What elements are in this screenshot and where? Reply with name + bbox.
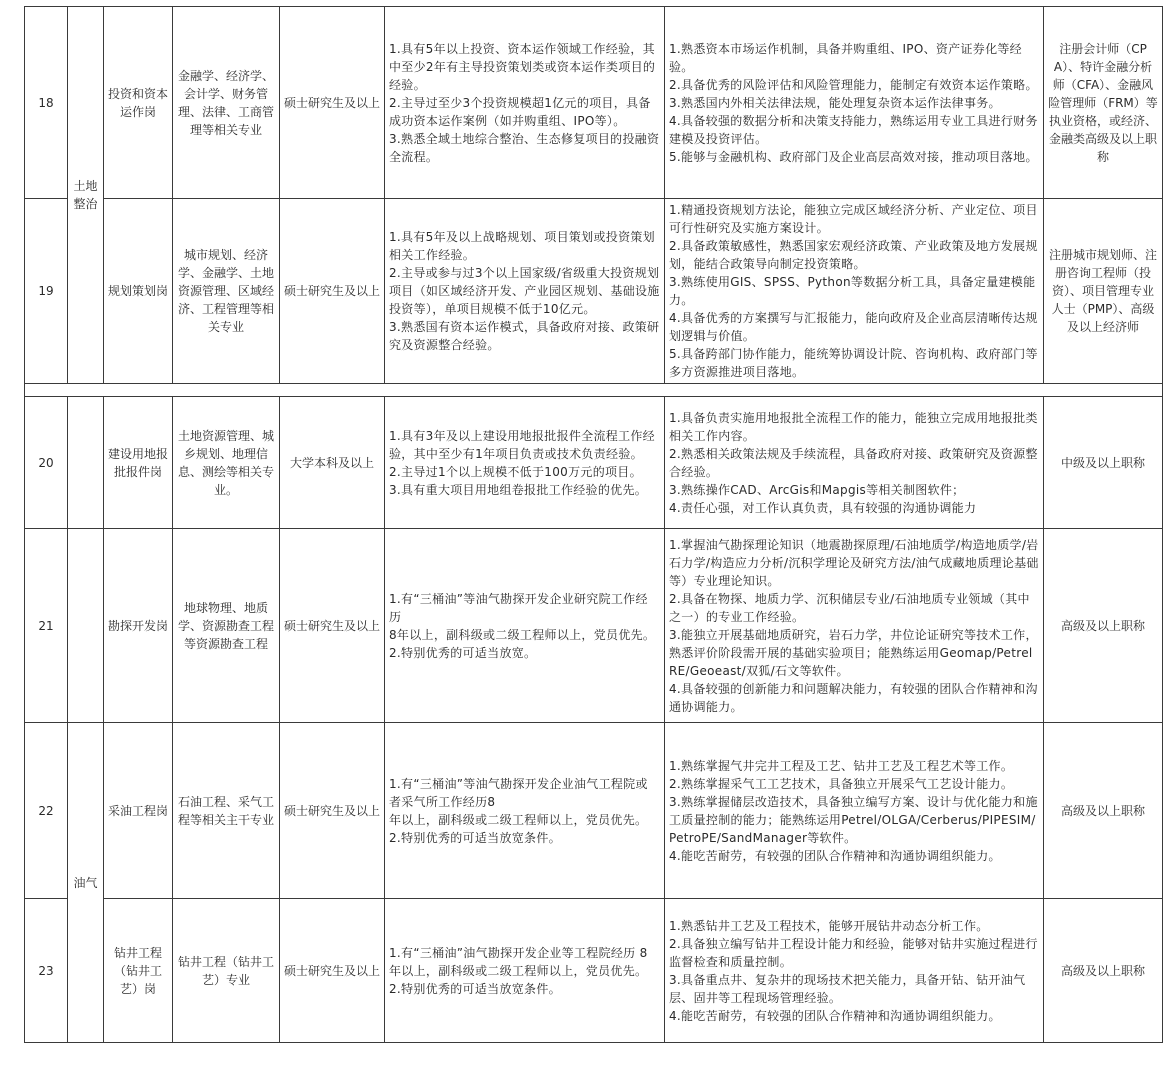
category-oilgas: 油气 <box>73 875 98 890</box>
experience-item: 3.熟悉国有资本运作模式，具备政府对接、政策研究及资源整合经验。 <box>389 320 660 352</box>
education-requirement: 硕士研究生及以上 <box>280 529 385 723</box>
ability-item: 4.具备较强的创新能力和问题解决能力，有较强的团队合作精神和沟通协调能力。 <box>669 681 1038 714</box>
ability-item: 4.能吃苦耐劳，有较强的团队合作精神和沟通协调组织能力。 <box>669 848 1001 863</box>
position-name: 规划策划岗 <box>104 199 173 384</box>
major-requirement: 钻井工程（钻井工艺）专业 <box>173 899 280 1043</box>
experience-item: 2.主导过1个以上规模不低于100万元的项目。 <box>389 464 642 479</box>
major-requirement: 土地资源管理、城乡规划、地理信息、测绘等相关专业。 <box>173 397 280 529</box>
ability-item: 4.责任心强，对工作认真负责，具有较强的沟通协调能力 <box>669 500 977 515</box>
ability-item: 5.能够与金融机构、政府部门及企业高层高效对接，推动项目落地。 <box>669 149 1038 164</box>
row-number: 21 <box>25 529 68 723</box>
major-requirement: 地球物理、地质学、资源勘查工程等资源勘查工程 <box>173 529 280 723</box>
position-name: 投资和资本运作岗 <box>104 7 173 199</box>
title-requirement: 高级及以上职称 <box>1044 899 1163 1043</box>
row-number: 18 <box>25 7 68 199</box>
category-cell <box>68 723 104 1043</box>
ability-item: 1.精通投资规划方法论，能独立完成区域经济分析、产业定位、项目可行性研究及实施方案设计。 <box>669 203 1038 235</box>
experience-item: 2.特别优秀的可适当放宽。 <box>389 645 537 660</box>
experience-item: 1.有“三桶油”等油气勘探开发企业研究院工作经历 <box>389 591 648 624</box>
title-requirement: 注册会计师（CPA）、特许金融分析师（CFA）、金融风险管理师（FRM）等执业资格，或经济、金融类高级及以上职称 <box>1044 7 1163 199</box>
education-requirement: 硕士研究生及以上 <box>280 899 385 1043</box>
category-cell <box>68 397 104 529</box>
position-name: 勘探开发岗 <box>104 529 173 723</box>
position-name: 建设用地报批报件岗 <box>104 397 173 529</box>
education-requirement: 大学本科及以上 <box>280 397 385 529</box>
experience-requirement <box>385 899 665 1043</box>
experience-item: 1.有“三桶油”等油气勘探开发企业油气工程院或者采气所工作经历8 <box>389 776 648 809</box>
title-requirement: 中级及以上职称 <box>1044 397 1163 529</box>
ability-item: 1.熟悉资本市场运作机制，具备并购重组、IPO、资产证券化等经验。 <box>669 41 1022 74</box>
ability-requirement <box>665 723 1044 899</box>
ability-item: 2.熟悉相关政策法规及手续流程，具备政府对接、政策研究及资源整合经验。 <box>669 446 1038 479</box>
experience-item: 3.熟悉全域土地综合整治、生态修复项目的投融资全流程。 <box>389 131 660 164</box>
ability-item: 1.熟练掌握气井完井工程及工艺、钻井工艺及工程艺术等工作。 <box>669 758 1014 773</box>
major-requirement: 城市规划、经济学、金融学、土地资源管理、区域经济、工程管理等相关专业 <box>173 199 280 384</box>
experience-requirement <box>385 7 665 199</box>
ability-requirement <box>665 899 1044 1043</box>
ability-item: 1.掌握油气勘探理论知识（地震勘探原理/石油地质学/构造地质学/岩石力学/构造应力分析/沉积学理论及研究方法/油气成藏地质理论基础等）专业理论知识。 <box>669 537 1039 588</box>
ability-item: 3.熟悉国内外相关法律法规，能处理复杂资本运作法律事务。 <box>669 95 1001 110</box>
category-cell <box>68 7 104 384</box>
table-row <box>25 397 1163 529</box>
title-requirement: 高级及以上职称 <box>1044 723 1163 899</box>
ability-requirement <box>665 7 1044 199</box>
title-requirement: 高级及以上职称 <box>1044 529 1163 723</box>
experience-item: 1.有“三桶油”油气勘探开发企业等工程院经历 8 <box>389 945 648 960</box>
position-name: 钻井工程（钻井工艺）岗 <box>104 899 173 1043</box>
experience-item: 1.具有5年以上投资、资本运作领域工作经验，其中至少2年有主导投资策划类或资本运作类项目的经验。 <box>389 41 656 92</box>
ability-item: 2.具备独立编写钻井工程设计能力和经验，能够对钻井实施过程进行监督检查和质量控制。 <box>669 936 1038 969</box>
major-requirement: 金融学、经济学、会计学、财务管理、法律、工商管理等相关专业 <box>173 7 280 199</box>
ability-item: 1.具备负责实施用地报批全流程工作的能力，能独立完成用地报批类相关工作内容。 <box>669 410 1038 443</box>
ability-item: 4.能吃苦耐劳，有较强的团队合作精神和沟通协调组织能力。 <box>669 1008 1001 1023</box>
experience-item: 1.具有3年及以上建设用地报批报件全流程工作经验，其中至少有1年项目负责或技术负责经验。 <box>389 428 655 461</box>
table-row <box>25 199 1163 384</box>
row-number: 20 <box>25 397 68 529</box>
ability-item: 4.具备优秀的方案撰写与汇报能力，能向政府及企业高层清晰传达规划逻辑与价值。 <box>669 311 1038 343</box>
category-land: 土地 整治 <box>73 179 98 211</box>
ability-item: 5.具备跨部门协作能力，能统筹协调设计院、咨询机构、政府部门等多方资源推进项目落地。 <box>669 347 1038 379</box>
experience-item: 2.主导或参与过3个以上国家级/省级重大投资规划项目（如区域经济开发、产业园区规划、基础设施投资等），单项目规模不低于10亿元。 <box>389 266 660 316</box>
ability-item: 2.熟练掌握采气工工艺技术，具备独立开展采气工艺设计能力。 <box>669 776 1014 791</box>
ability-requirement <box>665 397 1044 529</box>
ability-item: 2.具备在物探、地质力学、沉积储层专业/石油地质专业领域（其中之一）的专业工作经验。 <box>669 591 1030 624</box>
experience-item: 年以上，副科级或二级工程师以上，党员优先。 <box>389 963 648 978</box>
experience-item: 2.主导过至少3个投资规模超1亿元的项目，具备成功资本运作案例（如并购重组、IPO等）。 <box>389 95 651 128</box>
ability-item: 4.具备较强的数据分析和决策支持能力，熟练运用专业工具进行财务建模及投资评估。 <box>669 113 1038 146</box>
ability-item: 3.熟练使用GIS、SPSS、Python等数据分析工具，具备定量建模能力。 <box>669 275 1036 307</box>
ability-item: 3.具备重点井、复杂井的现场技术把关能力，具备开钻、钻开油气层、固井等工程现场管理经验。 <box>669 972 1026 1005</box>
ability-item: 2.具备优秀的风险评估和风险管理能力，能制定有效资本运作策略。 <box>669 77 1038 92</box>
experience-item: 3.具有重大项目用地组卷报批工作经验的优先。 <box>389 482 648 497</box>
experience-item: 2.特别优秀的可适当放宽条件。 <box>389 830 561 845</box>
ability-item: 2.具备政策敏感性，熟悉国家宏观经济政策、产业政策及地方发展规划，能结合政策导向制定投资策略。 <box>669 239 1038 271</box>
table-row <box>25 899 1163 1043</box>
recruitment-table-page <box>24 6 1162 1043</box>
table-row <box>25 723 1163 899</box>
table-row <box>25 7 1163 199</box>
experience-requirement <box>385 397 665 529</box>
ability-item: 3.熟练操作CAD、ArcGis和Mapgis等相关制图软件； <box>669 482 965 497</box>
category-cell <box>68 529 104 723</box>
ability-requirement <box>665 199 1044 384</box>
ability-item: 3.能独立开展基础地质研究，岩石力学，井位论证研究等技术工作，熟悉评价阶段需开展的基础实验项目；能熟练运用Geomap/PetrelRE/Geoeast/双狐/石文等软件。 <box>669 627 1038 678</box>
positions-table <box>24 6 1163 1043</box>
title-requirement: 注册城市规划师、注册咨询工程师（投资）、项目管理专业人士（PMP）、高级及以上经济师 <box>1044 199 1163 384</box>
row-number: 23 <box>25 899 68 1043</box>
table-row <box>25 529 1163 723</box>
row-number: 22 <box>25 723 68 899</box>
education-requirement: 硕士研究生及以上 <box>280 7 385 199</box>
education-requirement: 硕士研究生及以上 <box>280 199 385 384</box>
page-break <box>25 384 1163 397</box>
experience-item: 2.特别优秀的可适当放宽条件。 <box>389 981 561 996</box>
experience-requirement <box>385 529 665 723</box>
ability-requirement <box>665 529 1044 723</box>
experience-item: 1.具有5年及以上战略规划、项目策划或投资策划相关工作经验。 <box>389 230 655 262</box>
ability-item: 1.熟悉钻井工艺及工程技术，能够开展钻井动态分析工作。 <box>669 918 989 933</box>
experience-item: 年以上，副科级或二级工程师以上，党员优先。 <box>389 812 648 827</box>
position-name: 采油工程岗 <box>104 723 173 899</box>
row-number: 19 <box>25 199 68 384</box>
education-requirement: 硕士研究生及以上 <box>280 723 385 899</box>
experience-requirement <box>385 199 665 384</box>
experience-requirement <box>385 723 665 899</box>
major-requirement: 石油工程、采气工程等相关主干专业 <box>173 723 280 899</box>
experience-item: 8年以上，副科级或二级工程师以上，党员优先。 <box>389 627 656 642</box>
ability-item: 3.熟练掌握储层改造技术，具备独立编写方案、设计与优化能力和施工质量控制的能力；能熟练运用Petrel/OLGA/Cerberus/PIPESIM/PetroPE/SandManager等软件。 <box>669 794 1038 845</box>
